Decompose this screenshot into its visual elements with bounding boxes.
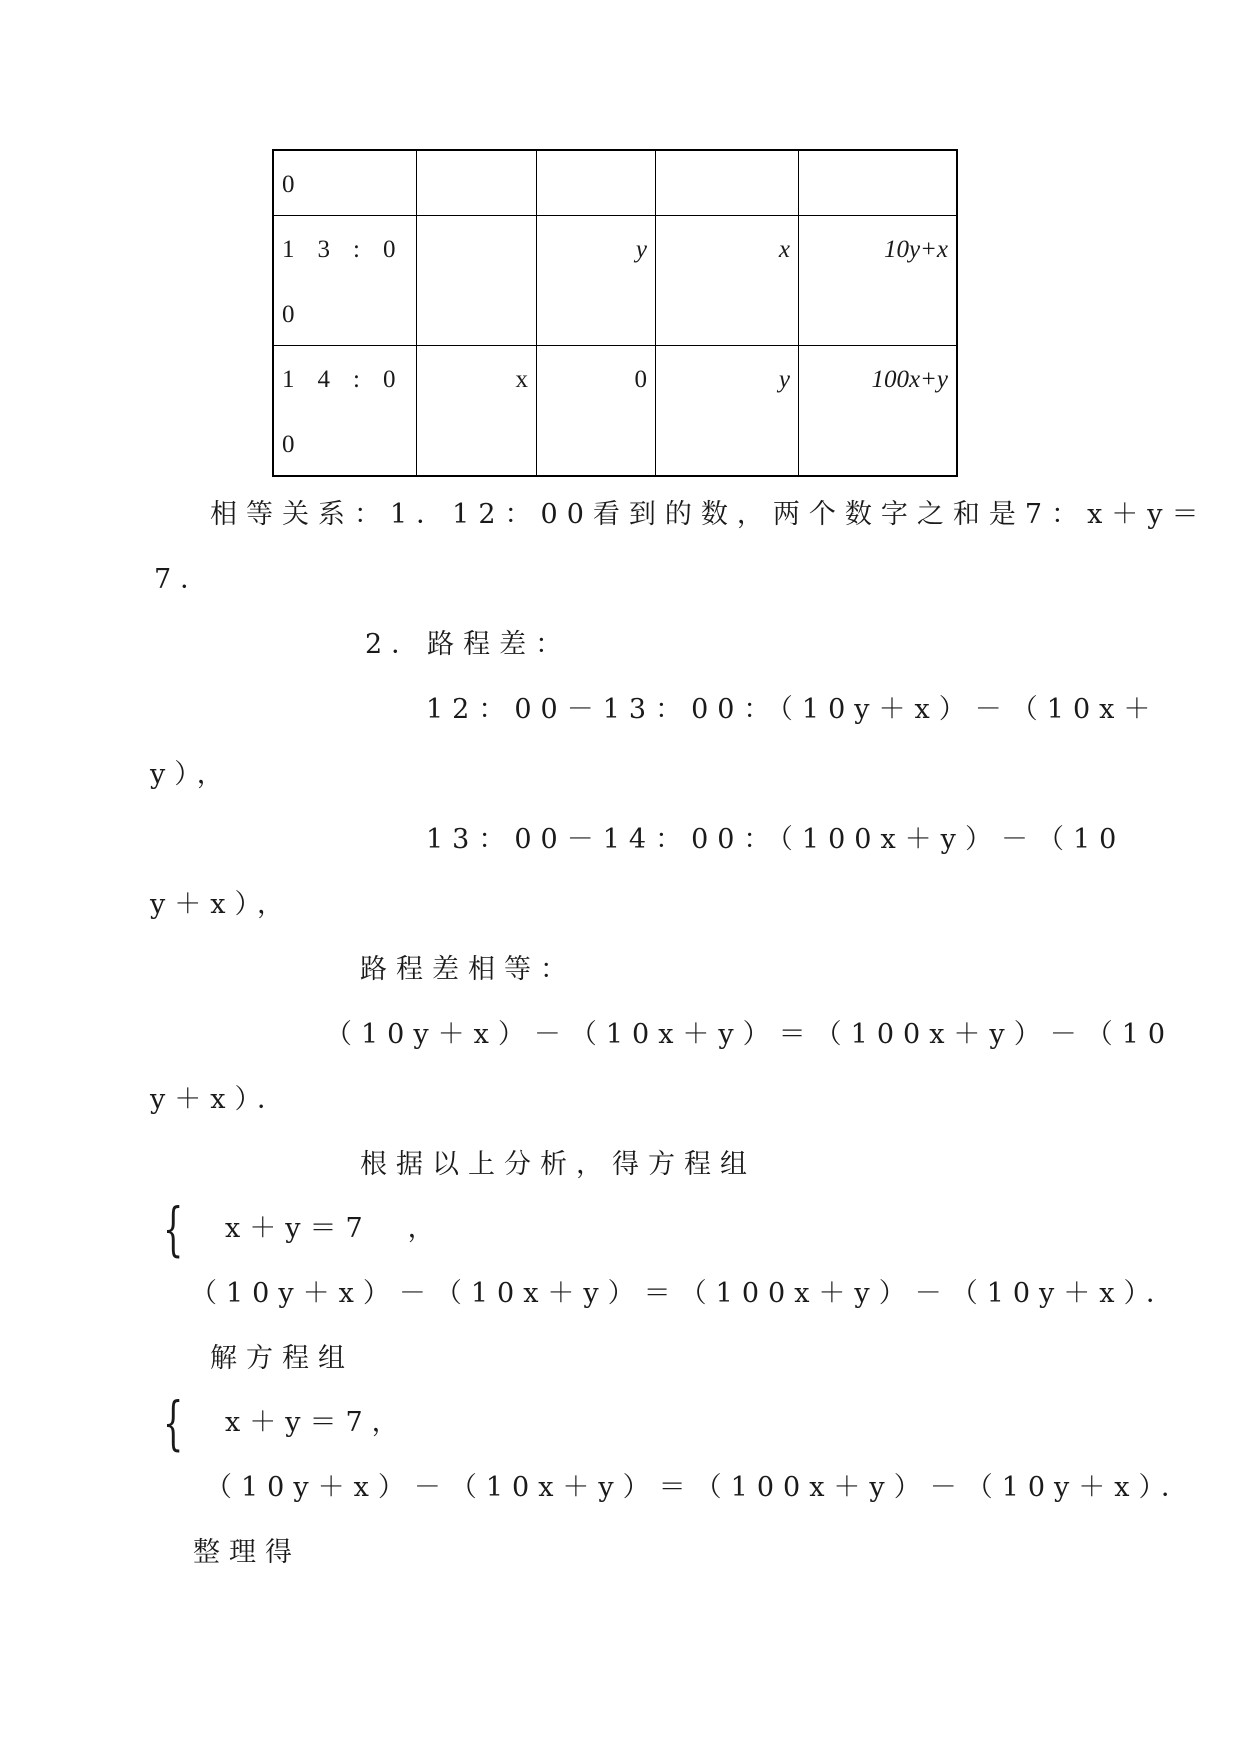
cell-value: y	[635, 236, 647, 263]
time-cell	[273, 216, 417, 346]
equality-relation-line: 相等关系：1．12：00看到的数，两个数字之和是7：x＋y＝	[210, 499, 1208, 530]
distance-difference-heading: 2．路程差：	[365, 629, 572, 660]
analysis-statement: 根据以上分析，得方程组	[360, 1149, 756, 1180]
time-value-continued: 0	[282, 431, 295, 458]
solve-system-heading: 解方程组	[210, 1343, 354, 1374]
table-cell	[417, 150, 537, 216]
table-cell	[656, 216, 799, 346]
distance-equal-heading: 路程差相等：	[360, 954, 576, 985]
system2-equation-1: x＋y＝7，	[225, 1407, 408, 1438]
table-cell	[799, 150, 958, 216]
table-cell	[537, 346, 656, 477]
table-cell	[417, 346, 537, 477]
system1-equation-1: x＋y＝7 ，	[225, 1213, 444, 1244]
time-cell	[273, 150, 417, 216]
system1-equation-2: （10y＋x）－（10x＋y）＝（100x＋y）－（10y＋x）．	[190, 1278, 1183, 1309]
distance-13-14-line: 13：00－14：00：（100x＋y）－（10	[426, 824, 1126, 855]
table-cell	[799, 346, 958, 477]
time-value: 14:0	[282, 366, 419, 393]
cell-value: 100x+y	[871, 366, 948, 393]
table-row	[273, 150, 957, 216]
time-value-continued: 0	[282, 301, 295, 328]
data-table	[272, 149, 958, 477]
time-value: 0	[282, 171, 318, 198]
distance-12-13-continued: y），	[150, 759, 233, 790]
table-row	[273, 216, 957, 346]
time-value: 13:0	[282, 236, 419, 263]
distance-13-14-continued: y＋x），	[150, 889, 293, 920]
equation-line: （10y＋x）－（10x＋y）＝（100x＋y）－（10	[325, 1019, 1175, 1050]
cell-value: x	[778, 236, 790, 263]
table-cell	[537, 150, 656, 216]
distance-12-13-line: 12：00－13：00：（10y＋x）－（10x＋	[426, 694, 1160, 725]
time-cell	[273, 346, 417, 477]
table-cell	[417, 216, 537, 346]
equation-line-continued: y＋x）．	[150, 1084, 293, 1115]
table-row	[273, 346, 957, 477]
equality-relation-continued: 7．	[154, 564, 217, 595]
system-brace: {	[163, 1389, 184, 1457]
cell-value: x	[515, 366, 528, 393]
table-cell	[656, 150, 799, 216]
cell-value: 10y+x	[883, 236, 948, 263]
cell-value: y	[778, 366, 790, 393]
system2-equation-2: （10y＋x）－（10x＋y）＝（100x＋y）－（10y＋x）．	[205, 1472, 1198, 1503]
table-cell	[656, 346, 799, 477]
table-cell	[537, 216, 656, 346]
simplify-heading: 整理得	[193, 1537, 301, 1568]
table-cell	[799, 216, 958, 346]
system-brace: {	[163, 1195, 184, 1263]
cell-value: 0	[634, 366, 647, 393]
